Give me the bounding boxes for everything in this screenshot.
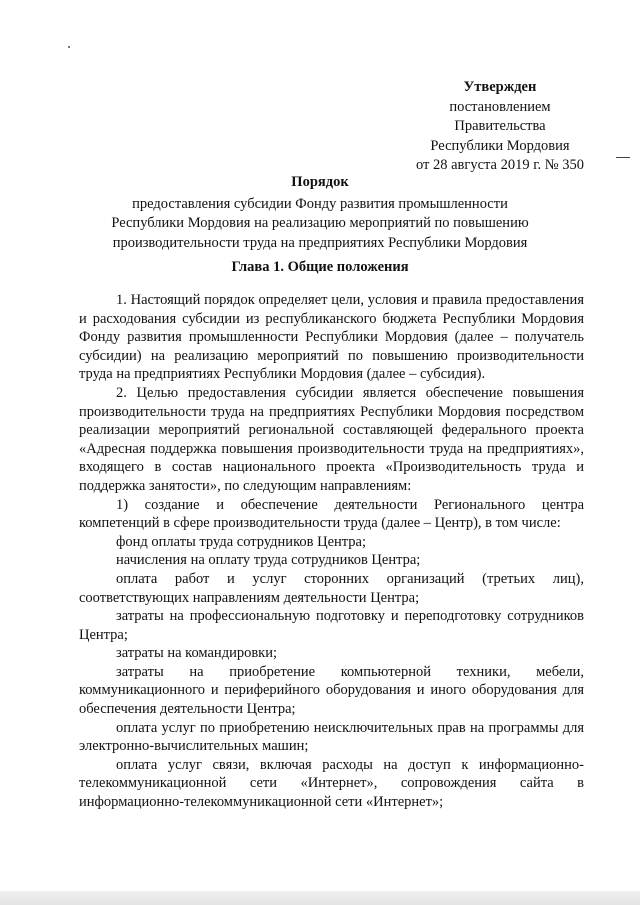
title-line: Республики Мордовия на реализацию мероприятий по повышению: [111, 215, 529, 231]
title-line: производительности труда на предприятиях Республики Мордовия: [112, 234, 528, 251]
document-title: [60, 173, 580, 253]
title-heading: Порядок: [291, 174, 349, 190]
scan-speck: [68, 46, 70, 48]
scan-bottom-edge: [0, 891, 640, 905]
paragraph: затраты на приобретение компьютерной техники, мебели, коммуникационного и периферийного оборудования и иного оборудования для обеспечения деятельности Центра;: [79, 663, 584, 718]
paragraph: оплата услуг связи, включая расходы на доступ к информационно-телекоммуникационной сети «Интернет», сопровождения сайта в информационно-телекоммуникационной сети «Интернет»;: [79, 756, 584, 811]
approval-block: [416, 78, 584, 176]
scan-margin-mark: [616, 157, 630, 158]
approval-date: от 28 августа 2019 г. № 350: [415, 157, 584, 173]
approval-heading: Утвержден: [463, 79, 537, 95]
approval-line: постановлением: [449, 98, 551, 115]
approval-line: Республики Мордовия: [430, 137, 570, 154]
paragraph: затраты на профессиональную подготовку и переподготовку сотрудников Центра;: [79, 608, 584, 643]
paragraph: 1) создание и обеспечение деятельности Регионального центра компетенций в сфере производительности труда (далее – Центр), в том числе:: [79, 496, 584, 532]
paragraph: оплата работ и услуг сторонних организаций (третьих лиц), соответствующих направлениям деятельности Центра;: [79, 570, 584, 606]
paragraph: 2. Целью предоставления субсидии является обеспечение повышения производительности труда на предприятиях Республики Мордовия посредством реализации мероприятий региональной составляющей федерального проекта «Адресная поддержка повышения производительности труда на предприятиях», входящего в состав национального проекта «Производительность труда и поддержка занятости», по следующим направлениям:: [79, 384, 584, 494]
paragraph: оплата услуг по приобретению неисключительных прав на программы для электронно-вычислительных машин;: [79, 719, 584, 755]
paragraph: 1. Настоящий порядок определяет цели, условия и правила предоставления и расходования субсидии из республиканского бюджета Республики Мордовия Фонду развития промышленности Республики Мордовия (далее – получатель субсидии) на реализацию мероприятий по повышению производительности труда на предприятиях Республики Мордовия (далее – субсидия).: [79, 292, 584, 383]
document-body: [79, 291, 584, 812]
title-line: предоставления субсидии Фонду развития промышленности: [132, 195, 508, 212]
chapter-heading: Глава 1. Общие положения: [231, 259, 409, 275]
paragraph: затраты на командировки;: [116, 645, 278, 662]
paragraph: начисления на оплату труда сотрудников Центра;: [116, 552, 421, 569]
approval-line: Правительства: [454, 118, 546, 134]
paragraph: фонд оплаты труда сотрудников Центра;: [116, 533, 366, 550]
